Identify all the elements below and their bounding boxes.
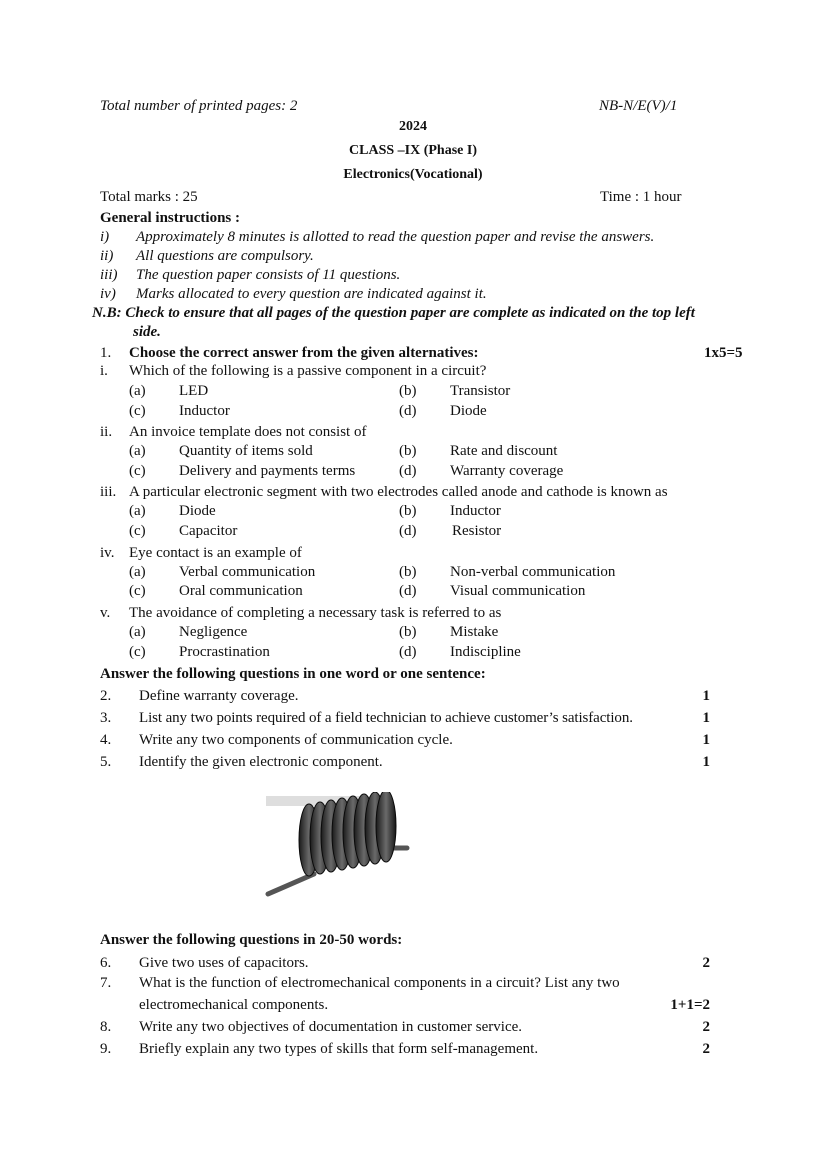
option-label: (c) — [129, 463, 146, 479]
instruction-num: iv) — [100, 286, 116, 302]
question-number: 8. — [100, 1019, 112, 1035]
check-note: N.B: Check to ensure that all pages of the question paper are complete as indicated on the top left — [92, 305, 695, 321]
question-number: 2. — [100, 688, 112, 704]
sub-question-number: i. — [100, 363, 108, 379]
question-text: Identify the given electronic component. — [139, 754, 383, 770]
option-label: (a) — [129, 624, 146, 640]
question-text: List any two points required of a field technician to achieve customer’s satisfaction. — [139, 710, 633, 726]
option-label: (a) — [129, 564, 146, 580]
exam-time: Time : 1 hour — [600, 189, 682, 205]
option-text: Procrastination — [179, 644, 270, 660]
question-text: Write any two components of communication cycle. — [139, 732, 453, 748]
check-note-continued: side. — [133, 324, 161, 340]
question-marks: 2 — [702, 1019, 710, 1035]
question-text: Give two uses of capacitors. — [139, 955, 309, 971]
instruction-num: i) — [100, 229, 110, 245]
sub-question-number: iii. — [100, 484, 117, 500]
sub-question-text: Eye contact is an example of — [129, 545, 302, 561]
option-text: Mistake — [450, 624, 499, 640]
option-text: Indiscipline — [450, 644, 521, 660]
sub-question-text: A particular electronic segment with two electrodes called anode and cathode is known as — [129, 484, 668, 500]
sub-question-text: Which of the following is a passive component in a circuit? — [129, 363, 487, 379]
question-text: Write any two objectives of documentation in customer service. — [139, 1019, 523, 1035]
question-text: What is the function of electromechanical components in a circuit? List any two — [139, 975, 620, 991]
sub-question-number: ii. — [100, 424, 113, 440]
question-text: Define warranty coverage. — [139, 688, 299, 704]
option-label: (d) — [399, 523, 417, 539]
instruction-text: The question paper consists of 11 questions. — [136, 267, 401, 283]
question-marks: 2 — [702, 955, 710, 971]
instructions-heading: General instructions : — [100, 210, 240, 226]
total-marks: Total marks : 25 — [100, 189, 198, 205]
option-label: (c) — [129, 583, 146, 599]
option-text: Warranty coverage — [450, 463, 564, 479]
option-label: (a) — [129, 383, 146, 399]
option-label: (d) — [399, 583, 417, 599]
option-text: Transistor — [450, 383, 511, 399]
instruction-num: ii) — [100, 248, 114, 264]
option-label: (a) — [129, 443, 146, 459]
option-text: LED — [179, 383, 209, 399]
option-text: Capacitor — [179, 523, 238, 539]
instruction-text: Marks allocated to every question are indicated against it. — [136, 286, 487, 302]
option-label: (d) — [399, 463, 417, 479]
question-marks: 1 — [702, 732, 710, 748]
option-label: (d) — [399, 403, 417, 419]
question-number: 5. — [100, 754, 112, 770]
option-label: (a) — [129, 503, 146, 519]
inductor-coil-image — [262, 792, 412, 904]
question-1-marks: 1x5=5 — [704, 345, 743, 361]
sub-question-text: An invoice template does not consist of — [129, 424, 367, 440]
option-text: Inductor — [179, 403, 230, 419]
option-label: (d) — [399, 644, 417, 660]
sub-question-text: The avoidance of completing a necessary task is referred to as — [129, 605, 502, 621]
question-marks: 1 — [702, 754, 710, 770]
option-text: Inductor — [450, 503, 501, 519]
question-number: 4. — [100, 732, 112, 748]
printed-pages-note: Total number of printed pages: 2 — [100, 98, 298, 114]
question-1-text: Choose the correct answer from the given alternatives: — [129, 345, 479, 361]
option-text: Delivery and payments terms — [179, 463, 356, 479]
question-number: 9. — [100, 1041, 112, 1057]
instruction-num: iii) — [100, 267, 118, 283]
question-number: 3. — [100, 710, 112, 726]
sub-question-number: v. — [100, 605, 111, 621]
option-text: Resistor — [452, 523, 502, 539]
option-text: Visual communication — [450, 583, 586, 599]
question-marks: 1 — [702, 688, 710, 704]
class-title: CLASS –IX (Phase I) — [349, 143, 477, 158]
option-label: (b) — [399, 443, 417, 459]
option-text: Oral communication — [179, 583, 303, 599]
question-marks: 2 — [702, 1041, 710, 1057]
section-heading: Answer the following questions in 20-50 words: — [100, 932, 403, 948]
option-text: Verbal communication — [179, 564, 316, 580]
option-text: Quantity of items sold — [179, 443, 313, 459]
instruction-text: Approximately 8 minutes is allotted to read the question paper and revise the answers. — [136, 229, 655, 245]
option-label: (b) — [399, 503, 417, 519]
option-text: Negligence — [179, 624, 248, 640]
question-text-continued: electromechanical components. — [139, 997, 329, 1013]
question-marks: 1+1=2 — [670, 997, 710, 1013]
option-label: (c) — [129, 523, 146, 539]
question-number: 1. — [100, 345, 112, 361]
instruction-text: All questions are compulsory. — [136, 248, 314, 264]
option-label: (c) — [129, 403, 146, 419]
option-label: (b) — [399, 383, 417, 399]
option-text: Non-verbal communication — [450, 564, 616, 580]
option-text: Rate and discount — [450, 443, 558, 459]
question-marks: 1 — [702, 710, 710, 726]
option-label: (c) — [129, 644, 146, 660]
option-label: (b) — [399, 624, 417, 640]
section-heading: Answer the following questions in one word or one sentence: — [100, 666, 486, 682]
option-text: Diode — [450, 403, 487, 419]
subject-title: Electronics(Vocational) — [343, 167, 483, 182]
question-number: 7. — [100, 975, 112, 991]
question-text: Briefly explain any two types of skills that form self-management. — [139, 1041, 539, 1057]
paper-code: NB-N/E(V)/1 — [599, 98, 678, 114]
exam-year: 2024 — [399, 119, 427, 134]
option-text: Diode — [179, 503, 216, 519]
question-number: 6. — [100, 955, 112, 971]
option-label: (b) — [399, 564, 417, 580]
sub-question-number: iv. — [100, 545, 115, 561]
